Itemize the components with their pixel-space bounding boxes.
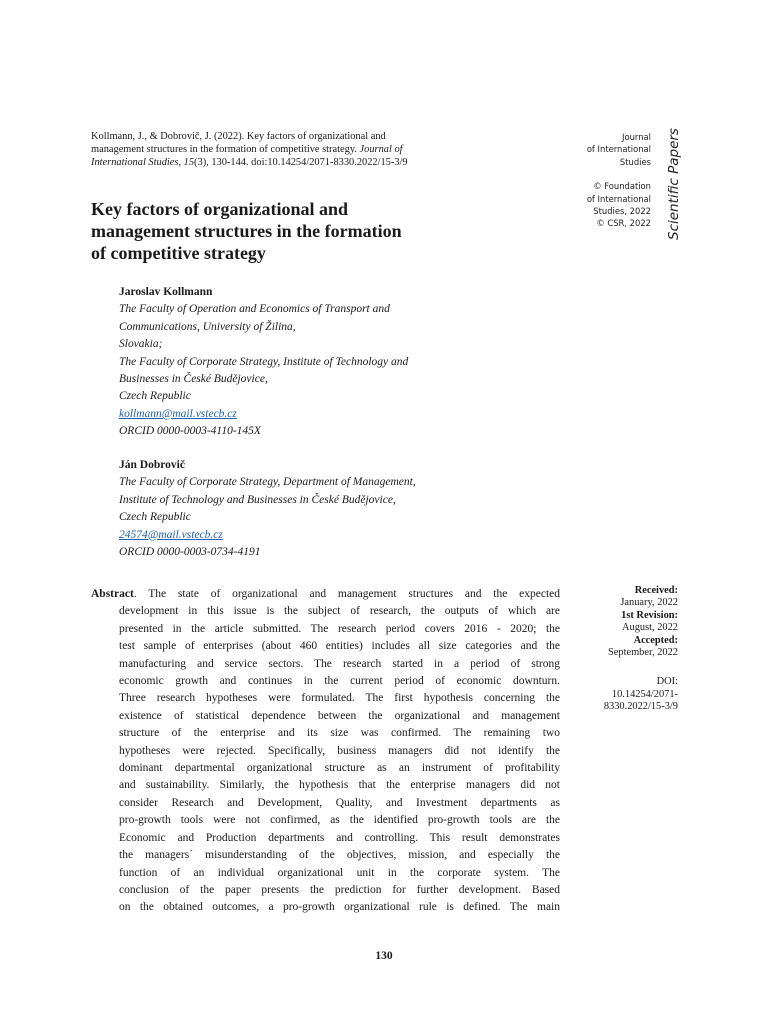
- abstract-line: conclusion of the paper presents the prediction for further development. Based: [119, 883, 560, 896]
- affiliation-line: Businesses in České Budějovice,: [119, 373, 268, 386]
- scientific-papers-label: Scientific Papers: [666, 128, 682, 240]
- accepted-label: Accepted:: [633, 634, 678, 646]
- affiliation-line: Slovakia;: [119, 338, 163, 351]
- title-line: management structures in the formation: [91, 221, 402, 241]
- abstract-line: existence of statistical dependence between the organizational and management: [119, 709, 560, 722]
- citation-lines: [91, 130, 531, 170]
- journal-name-line: of International: [586, 144, 651, 155]
- author-orcid: ORCID 0000-0003-0734-4191: [119, 546, 261, 559]
- doi-line: 8330.2022/15-3/9: [603, 701, 678, 713]
- revision-label: 1st Revision:: [621, 609, 678, 621]
- title-line: Key factors of organizational and: [91, 199, 348, 219]
- abstract-line: [91, 586, 560, 603]
- citation-line: Kollmann, J., & Dobrovič, J. (2022). Key factors of organizational and: [91, 131, 386, 142]
- abstract-line: pro-growth tools were not confirmed, as the identified pro-growth tools are the: [119, 814, 560, 827]
- abstract-label: Abstract: [91, 588, 134, 600]
- copyright-line: of International: [586, 193, 651, 204]
- author-name: Jaroslav Kollmann: [119, 286, 213, 298]
- abstract-line: on the obtained outcomes, a pro-growth organizational rule is defined. The main: [119, 901, 560, 914]
- author-email-link[interactable]: kollmann@mail.vstecb.cz: [119, 407, 237, 420]
- doi-label: DOI:: [656, 676, 678, 688]
- abstract: [91, 586, 560, 917]
- abstract-first-line: . The state of organizational and management structures and the expected: [133, 588, 560, 600]
- affiliation-line: Communications, University of Žilina,: [119, 320, 296, 333]
- paper-title: [91, 198, 511, 264]
- abstract-line: development in this issue is the subject of research, the outputs of which are: [119, 605, 560, 618]
- revision-value: August, 2022: [622, 622, 678, 634]
- abstract-line: function of an individual organizational unit in the corporate system. The: [119, 866, 560, 879]
- journal-name-line: Journal: [622, 132, 651, 142]
- affiliation-line: Czech Republic: [119, 390, 191, 403]
- abstract-line: Economic and Production departments and controlling. This result demonstrates: [119, 831, 560, 844]
- affiliation-line: Institute of Technology and Businesses in České Budějovice,: [119, 493, 396, 506]
- doi-line: 10.14254/2071-: [611, 688, 678, 700]
- page-number: 130: [375, 950, 393, 962]
- journal-name-line: Studies: [619, 156, 651, 167]
- abstract-line: hypotheses were rejected. Specifically, business managers did not identify the: [119, 744, 560, 757]
- author-name: Ján Dobrovič: [119, 459, 185, 471]
- affiliation-line: The Faculty of Corporate Strategy, Department of Management,: [119, 476, 416, 489]
- abstract-line: structure of the enterprise and its size was confirmed. The remaining two: [119, 727, 560, 740]
- abstract-line: the managers´ misunderstanding of the objectives, mission, and especially the: [119, 849, 560, 862]
- abstract-line: consider Research and Development, Quality, and Investment departments as: [119, 796, 560, 809]
- abstract-line: manufacturing and service sectors. The research started in a period of strong: [119, 657, 560, 670]
- abstract-line: and sustainability. Similarly, the hypothesis that the enterprise managers did not: [119, 779, 560, 792]
- abstract-line: economic growth and continues in the current period of economic downturn.: [119, 675, 560, 688]
- article-dates: [580, 585, 678, 714]
- accepted-value: September, 2022: [608, 647, 678, 659]
- received-label: Received:: [634, 585, 678, 596]
- affiliation-line: The Faculty of Corporate Strategy, Institute of Technology and: [119, 355, 409, 368]
- title-line: of competitive strategy: [91, 243, 266, 263]
- copyright-line: © CSR, 2022: [596, 218, 651, 229]
- received-value: January, 2022: [620, 597, 678, 609]
- author-orcid: ORCID 0000-0003-4110-145X: [119, 425, 261, 438]
- affiliation-line: Czech Republic: [119, 511, 191, 524]
- abstract-line: test sample of enterprises (about 460 entities) includes all size categories and the: [119, 640, 560, 653]
- journal-info: [560, 131, 651, 230]
- author-email-link[interactable]: 24574@mail.vstecb.cz: [119, 528, 223, 541]
- author-block: [119, 284, 539, 441]
- citation-line: management structures in the formation of competitive strategy. Journal of: [91, 144, 403, 156]
- affiliation-line: The Faculty of Operation and Economics of Transport and: [119, 303, 390, 316]
- copyright-line: © Foundation: [593, 181, 651, 192]
- abstract-line: dominant departmental organizational structure as an instrument of profitability: [119, 762, 560, 775]
- citation-line: International Studies, 15(3), 130-144. doi:10.14254/2071-8330.2022/15-3/9: [91, 157, 408, 169]
- abstract-line: presented in the article submitted. The research period covers 2016 - 2020; the: [119, 622, 560, 635]
- copyright-line: Studies, 2022: [593, 206, 651, 217]
- citation: [91, 130, 531, 170]
- abstract-line: Three research hypotheses were formulated. The first hypothesis concerning the: [119, 692, 560, 705]
- author-block: [119, 457, 539, 561]
